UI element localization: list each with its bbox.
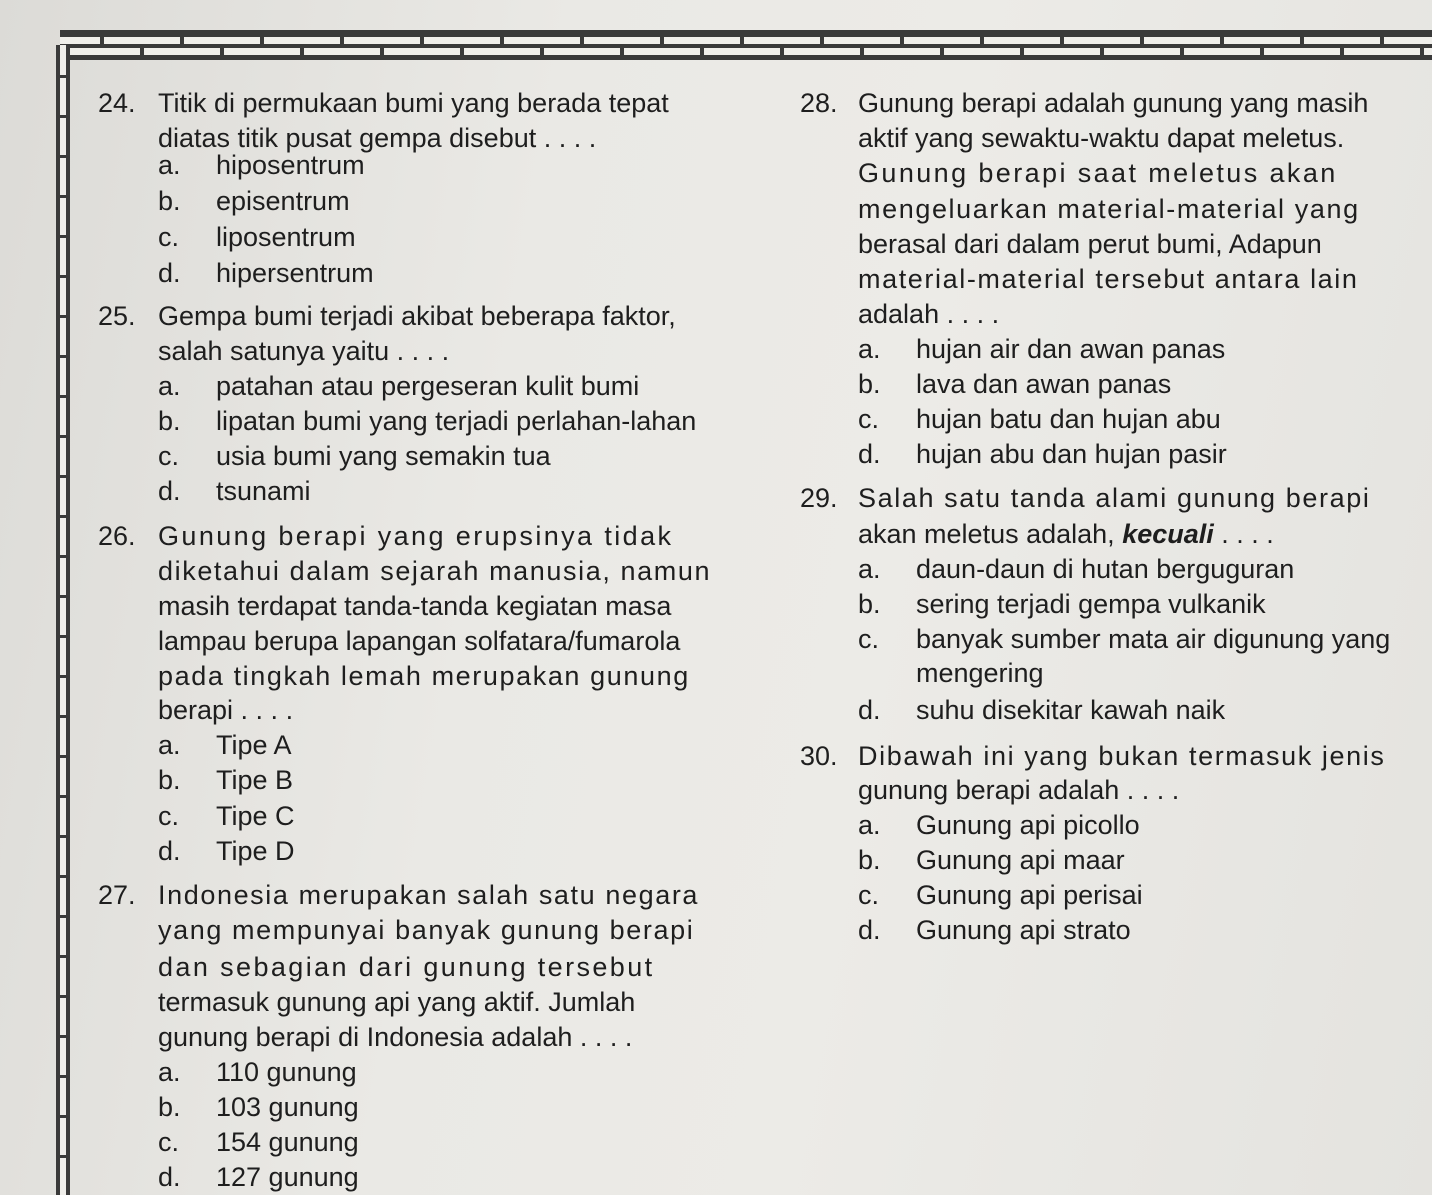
question-stem-line: Gempa bumi terjadi akibat beberapa faktor, — [158, 301, 676, 331]
question-stem-line: Gunung berapi adalah gunung yang masih — [858, 88, 1369, 118]
question-number: 30. — [800, 741, 838, 771]
option-c[interactable]: c. usia bumi yang semakin tua — [158, 441, 551, 471]
option-b[interactable]: b. episentrum — [158, 186, 350, 216]
question-stem-line: yang mempunyai banyak gunung berapi — [158, 915, 695, 945]
question-stem-line: adalah . . . . — [858, 299, 1000, 329]
top-decorative-border — [60, 30, 1432, 60]
option-d[interactable]: d. hipersentrum — [158, 258, 374, 288]
option-d[interactable]: d. Gunung api strato — [858, 915, 1131, 945]
question-number: 28. — [800, 88, 838, 118]
question-stem-line: akan meletus adalah, kecuali . . . . — [858, 519, 1274, 549]
option-c[interactable]: c. 154 gunung — [158, 1127, 359, 1157]
option-c[interactable]: c. liposentrum — [158, 222, 356, 252]
option-a[interactable]: a. hiposentrum — [158, 150, 365, 180]
question-number: 26. — [98, 521, 136, 551]
question-number: 25. — [98, 301, 136, 331]
option-a[interactable]: a. Gunung api picollo — [858, 810, 1140, 840]
option-b[interactable]: b. lipatan bumi yang terjadi perlahan-lahan — [158, 406, 697, 436]
option-c[interactable]: c. hujan batu dan hujan abu — [858, 404, 1221, 434]
option-c-continued: mengering — [916, 658, 1044, 688]
option-d[interactable]: d. tsunami — [158, 476, 311, 506]
option-d[interactable]: d. Tipe D — [158, 836, 295, 866]
question-stem-line: gunung berapi adalah . . . . — [858, 775, 1180, 805]
option-a[interactable]: a. hujan air dan awan panas — [858, 334, 1226, 364]
question-stem-line: diatas titik pusat gempa disebut . . . . — [158, 123, 597, 153]
question-stem-line: Gunung berapi saat meletus akan — [858, 158, 1338, 188]
option-d[interactable]: d. suhu disekitar kawah naik — [858, 695, 1226, 725]
option-c[interactable]: c. Tipe C — [158, 801, 295, 831]
option-b[interactable]: b. Gunung api maar — [858, 845, 1125, 875]
question-stem-line: berasal dari dalam perut bumi, Adapun — [858, 229, 1322, 259]
option-a[interactable]: a. daun-daun di hutan berguguran — [858, 554, 1295, 584]
question-stem-line: Dibawah ini yang bukan termasuk jenis — [858, 741, 1386, 771]
question-stem-line: termasuk gunung api yang aktif. Jumlah — [158, 987, 636, 1017]
question-stem-line: material-material tersebut antara lain — [858, 264, 1359, 294]
question-stem-line: berapi . . . . — [158, 695, 294, 725]
question-stem-line: diketahui dalam sejarah manusia, namun — [158, 556, 712, 586]
option-d[interactable]: d. hujan abu dan hujan pasir — [858, 439, 1227, 469]
option-b[interactable]: b. sering terjadi gempa vulkanik — [858, 589, 1266, 619]
option-a[interactable]: a. patahan atau pergeseran kulit bumi — [158, 371, 640, 401]
question-stem-line: pada tingkah lemah merupakan gunung — [158, 661, 690, 691]
option-a[interactable]: a. Tipe A — [158, 730, 292, 760]
question-stem-line: lampau berupa lapangan solfatara/fumarola — [158, 626, 681, 656]
question-stem-line: gunung berapi di Indonesia adalah . . . . — [158, 1022, 633, 1052]
question-number: 29. — [800, 483, 838, 513]
option-b[interactable]: b. lava dan awan panas — [858, 369, 1172, 399]
question-stem-line: Gunung berapi yang erupsinya tidak — [158, 521, 674, 551]
left-decorative-border — [56, 45, 70, 1195]
option-c[interactable]: c. banyak sumber mata air digunung yang — [858, 624, 1391, 654]
question-stem-line: Indonesia merupakan salah satu negara — [158, 880, 700, 910]
question-stem-line: dan sebagian dari gunung tersebut — [158, 952, 655, 982]
question-stem-line: salah satunya yaitu . . . . — [158, 336, 450, 366]
option-b[interactable]: b. Tipe B — [158, 765, 294, 795]
question-number: 24. — [98, 88, 136, 118]
question-stem-line: Salah satu tanda alami gunung berapi — [858, 483, 1371, 513]
question-stem-line: aktif yang sewaktu-waktu dapat meletus. — [858, 123, 1345, 153]
option-d[interactable]: d. 127 gunung — [158, 1162, 359, 1192]
question-stem-line: masih terdapat tanda-tanda kegiatan masa — [158, 591, 672, 621]
question-stem-line: Titik di permukaan bumi yang berada tepat — [158, 88, 669, 118]
option-c[interactable]: c. Gunung api perisai — [858, 880, 1143, 910]
emphasis-kecuali: kecuali — [1122, 519, 1214, 549]
question-number: 27. — [98, 880, 136, 910]
option-a[interactable]: a. 110 gunung — [158, 1057, 357, 1087]
option-b[interactable]: b. 103 gunung — [158, 1092, 359, 1122]
question-stem-line: mengeluarkan material-material yang — [858, 194, 1360, 224]
